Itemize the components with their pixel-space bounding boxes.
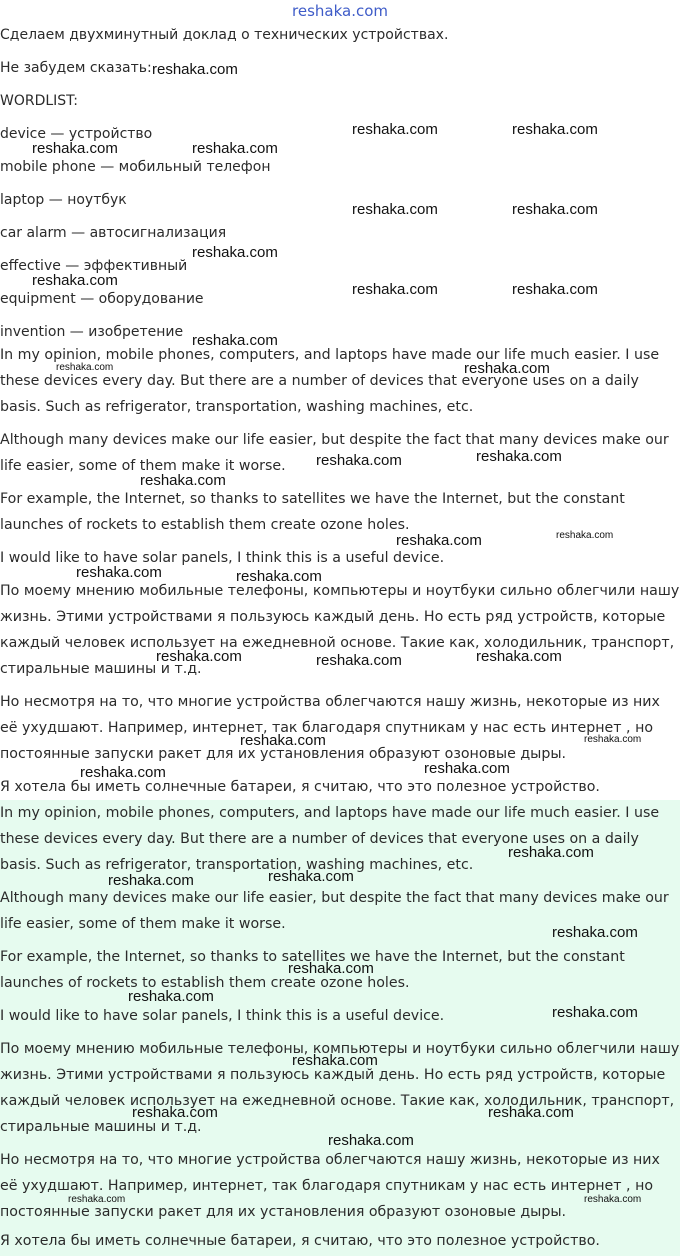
watermark: reshaka.com [32, 140, 118, 157]
wordlist-item: laptop — ноутбук [0, 192, 127, 208]
wordlist-label: WORDLIST: [0, 93, 78, 109]
answer2-ru-paragraph: По моему мнению мобильные телефоны, компьютеры и ноутбуки сильно облегчили нашу жизнь. Этими устройствами я пользуюсь каждый день. Но есть ряд устройств, которые каждый человек использует на ежедневной основе. Такие как, холодильник, транспорт, стиральные машины и т.д. [0, 1041, 680, 1135]
watermark: reshaka.com [352, 121, 438, 138]
wordlist-item: mobile phone — мобильный телефон [0, 159, 271, 175]
answer1-en-paragraph: I would like to have solar panels, I think this is a useful device. [0, 550, 445, 566]
watermark: reshaka.com [512, 201, 598, 218]
watermark: reshaka.com [352, 201, 438, 218]
watermark: reshaka.com [512, 121, 598, 138]
watermark: reshaka.com [424, 760, 510, 777]
watermark: reshaka.com [268, 868, 354, 885]
watermark: reshaka.com [80, 764, 166, 781]
answer1-en-paragraph: In my opinion, mobile phones, computers, and laptops have made our life much easier. I use these devices every day. But there are a number of devices that everyone uses on a daily basis. Such as refrigerator, transportation, washing machines, etc. [0, 347, 660, 415]
watermark: reshaka.com [152, 61, 238, 78]
watermark: reshaka.com [316, 452, 402, 469]
answer2-ru-paragraph: Но несмотря на то, что многие устройства облегчаются нашу жизнь, некоторые из них её ухудшают. Например, интернет, так благодаря спутникам у нас есть интернет , но постоянные запуски ракет для их установления образуют озоновые дыры. [0, 1152, 660, 1220]
wordlist-item: car alarm — автосигнализация [0, 225, 227, 241]
watermark: reshaka.com [192, 244, 278, 261]
watermark: reshaka.com [552, 924, 638, 941]
wordlist-item: effective — эффективный [0, 258, 188, 274]
watermark: reshaka.com [556, 530, 614, 541]
site-header-link[interactable]: reshaka.com [292, 2, 388, 20]
watermark: reshaka.com [508, 844, 594, 861]
answer1-ru-paragraph: По моему мнению мобильные телефоны, компьютеры и ноутбуки сильно облегчили нашу жизнь. Этими устройствами я пользуюсь каждый день. Но есть ряд устройств, которые каждый человек использует на ежедневной основе. Такие как, холодильник, транспорт, стиральные машины и т.д. [0, 583, 680, 677]
answer1-en-paragraph: For example, the Internet, so thanks to satellites we have the Internet, but the constant launches of rockets to establish them create ozone holes. [0, 491, 625, 533]
watermark: reshaka.com [584, 734, 642, 745]
watermark: reshaka.com [56, 362, 114, 373]
wordlist-item: invention — изобретение [0, 324, 184, 340]
watermark: reshaka.com [108, 872, 194, 889]
say-label: Не забудем сказать: [0, 60, 152, 76]
watermark: reshaka.com [32, 272, 118, 289]
watermark: reshaka.com [552, 1004, 638, 1021]
watermark: reshaka.com [488, 1104, 574, 1121]
watermark: reshaka.com [512, 281, 598, 298]
watermark: reshaka.com [156, 648, 242, 665]
watermark: reshaka.com [292, 1052, 378, 1069]
watermark: reshaka.com [328, 1132, 414, 1149]
watermark: reshaka.com [316, 652, 402, 669]
wordlist-item: equipment — оборудование [0, 291, 204, 307]
watermark: reshaka.com [68, 1194, 126, 1205]
wordlist-item: device — устройство [0, 126, 153, 142]
answer1-ru-paragraph: Но несмотря на то, что многие устройства облегчаются нашу жизнь, некоторые из них её ухудшают. Например, интернет, так благодаря спутникам у нас есть интернет , но постоянные запуски ракет для их установления образуют озоновые дыры. [0, 694, 660, 762]
watermark: reshaka.com [476, 448, 562, 465]
watermark: reshaka.com [476, 648, 562, 665]
watermark: reshaka.com [352, 281, 438, 298]
watermark: reshaka.com [236, 568, 322, 585]
watermark: reshaka.com [192, 140, 278, 157]
watermark: reshaka.com [192, 332, 278, 349]
answer1-ru-paragraph: Я хотела бы иметь солнечные батареи, я считаю, что это полезное устройство. [0, 779, 600, 795]
answer2-en-paragraph: Although many devices make our life easier, but despite the fact that many devices make our life easier, some of them make it worse. [0, 890, 669, 932]
watermark: reshaka.com [132, 1104, 218, 1121]
watermark: reshaka.com [396, 532, 482, 549]
answer1-en-paragraph: Although many devices make our life easier, but despite the fact that many devices make our life easier, some of them make it worse. [0, 432, 669, 474]
watermark: reshaka.com [240, 732, 326, 749]
watermark: reshaka.com [128, 988, 214, 1005]
task-text: Сделаем двухминутный доклад о технических устройствах. [0, 27, 449, 43]
answer2-ru-paragraph: Я хотела бы иметь солнечные батареи, я считаю, что это полезное устройство. [0, 1233, 600, 1249]
watermark: reshaka.com [288, 960, 374, 977]
answer2-en-paragraph: I would like to have solar panels, I think this is a useful device. [0, 1008, 445, 1024]
watermark: reshaka.com [140, 472, 226, 489]
answer2-en-paragraph: For example, the Internet, so thanks to satellites we have the Internet, but the constant launches of rockets to establish them create ozone holes. [0, 949, 625, 991]
watermark: reshaka.com [464, 360, 550, 377]
answer2-en-paragraph: In my opinion, mobile phones, computers, and laptops have made our life much easier. I use these devices every day. But there are a number of devices that everyone uses on a daily basis. Such as refrigerator, transportation, washing machines, etc. [0, 805, 660, 873]
watermark: reshaka.com [584, 1194, 642, 1205]
watermark: reshaka.com [76, 564, 162, 581]
